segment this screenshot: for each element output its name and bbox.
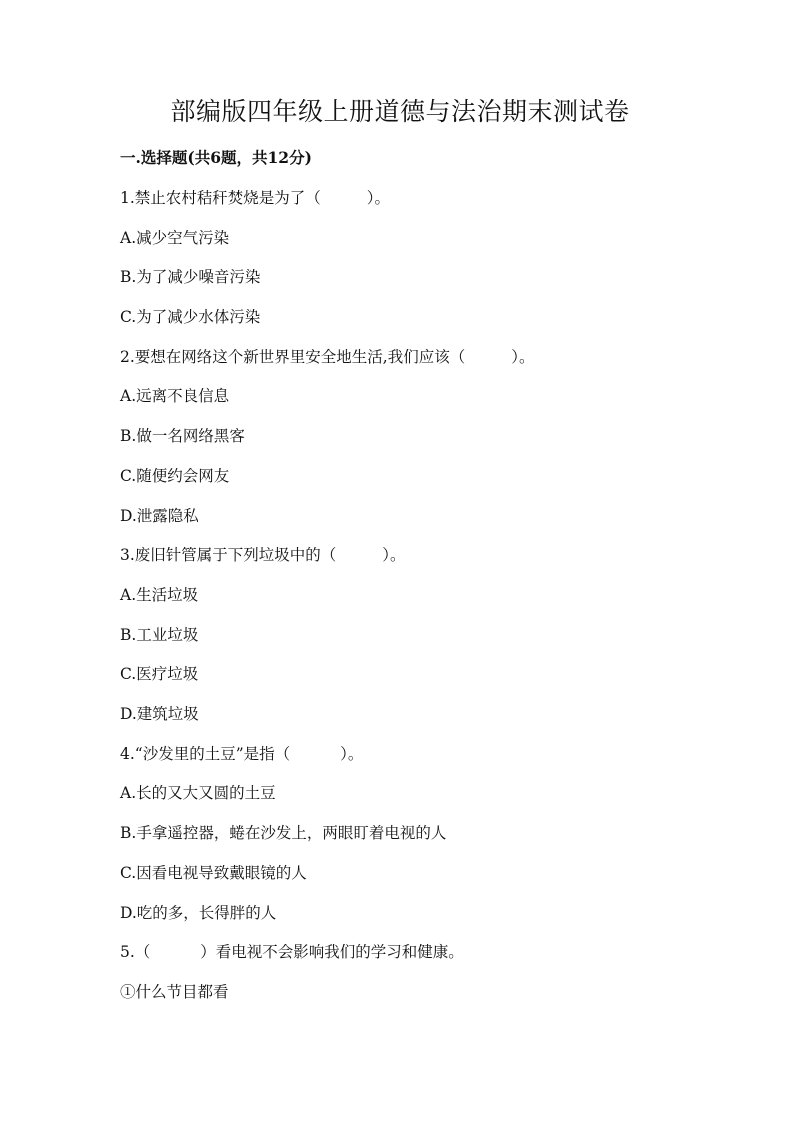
question-2-option-a: A.远离不良信息 [120, 387, 230, 405]
question-2-option-c: C.随便约会网友 [120, 467, 230, 485]
question-stem-prefix: 1.禁止农村秸秆焚烧是为了（ [120, 189, 321, 207]
question-3-option-d: D.建筑垃圾 [120, 705, 199, 723]
question-5-stem [120, 942, 464, 962]
section-heading: 一.选择题(共6题，共12分) [120, 148, 312, 167]
question-1-option-c: C.为了减少水体污染 [120, 308, 261, 326]
question-2-option-d: D.泄露隐私 [120, 507, 199, 525]
question-stem-suffix: ）。 [382, 546, 406, 564]
question-stem-suffix: ）。 [366, 189, 391, 207]
page-title: 部编版四年级上册道德与法治期末测试卷 [170, 97, 630, 126]
question-4-option-a: A.长的又大又圆的土豆 [120, 784, 276, 802]
question-2-option-b: B.做一名网络黑客 [120, 427, 245, 445]
question-stem-prefix: 3.废旧针管属于下列垃圾中的（ [120, 546, 337, 564]
question-stem-prefix: 4.“沙发里的土豆”是指（ [120, 745, 291, 763]
question-3-stem [120, 545, 406, 565]
question-1-option-a: A.减少空气污染 [120, 229, 230, 247]
question-stem-suffix: ）看电视不会影响我们的学习和健康。 [200, 943, 464, 961]
question-stem-suffix: ）。 [340, 745, 364, 763]
question-1-option-b: B.为了减少噪音污染 [120, 268, 261, 286]
question-stem-prefix: 2.要想在网络这个新世界里安全地生活,我们应该（ [120, 348, 466, 366]
question-3-option-b: B.工业垃圾 [120, 626, 199, 644]
question-4-option-c: C.因看电视导致戴眼镜的人 [120, 864, 307, 882]
question-5-option-1: ①什么节目都看 [120, 983, 229, 1001]
question-3-option-c: C.医疗垃圾 [120, 665, 199, 683]
question-4-option-b: B.手拿遥控器，蜷在沙发上，两眼盯着电视的人 [120, 824, 447, 842]
question-4-option-d: D.吃的多，长得胖的人 [120, 904, 277, 922]
question-stem-prefix: 5.（ [120, 943, 151, 961]
question-3-option-a: A.生活垃圾 [120, 586, 199, 604]
question-2-stem [120, 347, 534, 367]
question-1-stem [120, 188, 390, 208]
question-4-stem [120, 744, 363, 764]
question-stem-suffix: ）。 [511, 348, 535, 366]
